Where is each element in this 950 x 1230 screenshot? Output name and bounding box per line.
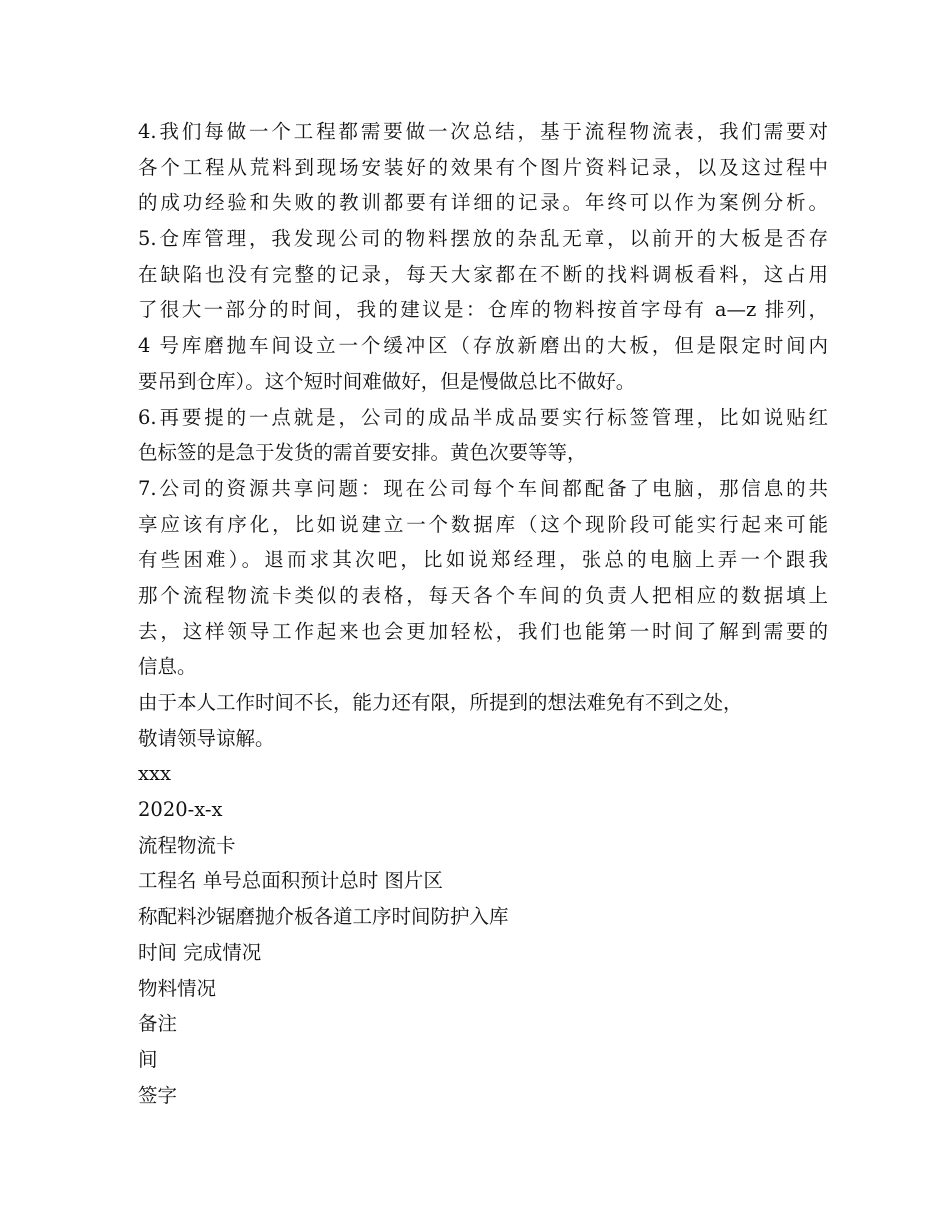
text-line: 流程物流卡 (138, 833, 236, 857)
text-line: 要吊到仓库）。这个短时间难做好，但是慢做总比不做好。 (138, 369, 636, 393)
document-body (138, 114, 838, 1113)
text-line: 信息。 (138, 655, 197, 679)
text-line: 备注 (138, 1012, 178, 1036)
text-line: 5.仓库管理，我发现公司的物料摆放的杂乱无章，以前开的大板是否存 (138, 227, 828, 251)
text-line: 物料情况 (138, 976, 217, 1000)
text-line: 去，这样领导工作起来也会更加轻松，我们也能第一时间了解到需要的 (138, 619, 828, 643)
text-line: 2020-x-x (138, 798, 223, 822)
text-line: 那个流程物流卡类似的表格，每天各个车间的负责人把相应的数据填上 (138, 583, 828, 607)
text-line: 6.再要提的一点就是，公司的成品半成品要实行标签管理，比如说贴红 (138, 405, 828, 429)
text-line: 称配料沙锯磨抛介板各道工序时间防护入库 (138, 905, 509, 929)
text-line: 4.我们每做一个工程都需要做一次总结，基于流程物流表，我们需要对 (138, 120, 828, 143)
text-line: 4 号库磨抛车间设立一个缓冲区（存放新磨出的大板，但是限定时间内 (138, 334, 828, 358)
text-line: 了很大一部分的时间，我的建议是：仓库的物料按首字母有 a—z 排列， (138, 298, 828, 322)
text-line: 享应该有序化，比如说建立一个数据库（这个现阶段可能实行起来可能 (138, 512, 828, 536)
text-line: 各个工程从荒料到现场安装好的效果有个图片资料记录，以及这过程中 (138, 155, 828, 179)
text-line: 的成功经验和失败的教训都要有详细的记录。年终可以作为案例分析。 (138, 191, 828, 215)
text-line: 间 (138, 1047, 158, 1071)
text-line: xxx (138, 762, 171, 786)
text-line: 由于本人工作时间不长，能力还有限，所提到的想法难免有不到之处， (138, 691, 743, 714)
text-line: 7.公司的资源共享问题：现在公司每个车间都配备了电脑，那信息的共 (138, 476, 828, 500)
text-line: 工程名 单号总面积预计总时 图片区 (138, 869, 443, 893)
text-line: 在缺陷也没有完整的记录，每天大家都在不断的找料调板看料，这占用 (138, 262, 828, 286)
text-line: 色标签的是急于发货的需首要安排。黄色次要等等， (138, 441, 587, 465)
text-line: 有些困难）。退而求其次吧，比如说郑经理，张总的电脑上弄一个跟我 (138, 548, 828, 572)
text-line: 时间 完成情况 (138, 940, 262, 964)
text-line: 敬请领导谅解。 (138, 726, 275, 750)
text-line: 签字 (138, 1083, 178, 1107)
